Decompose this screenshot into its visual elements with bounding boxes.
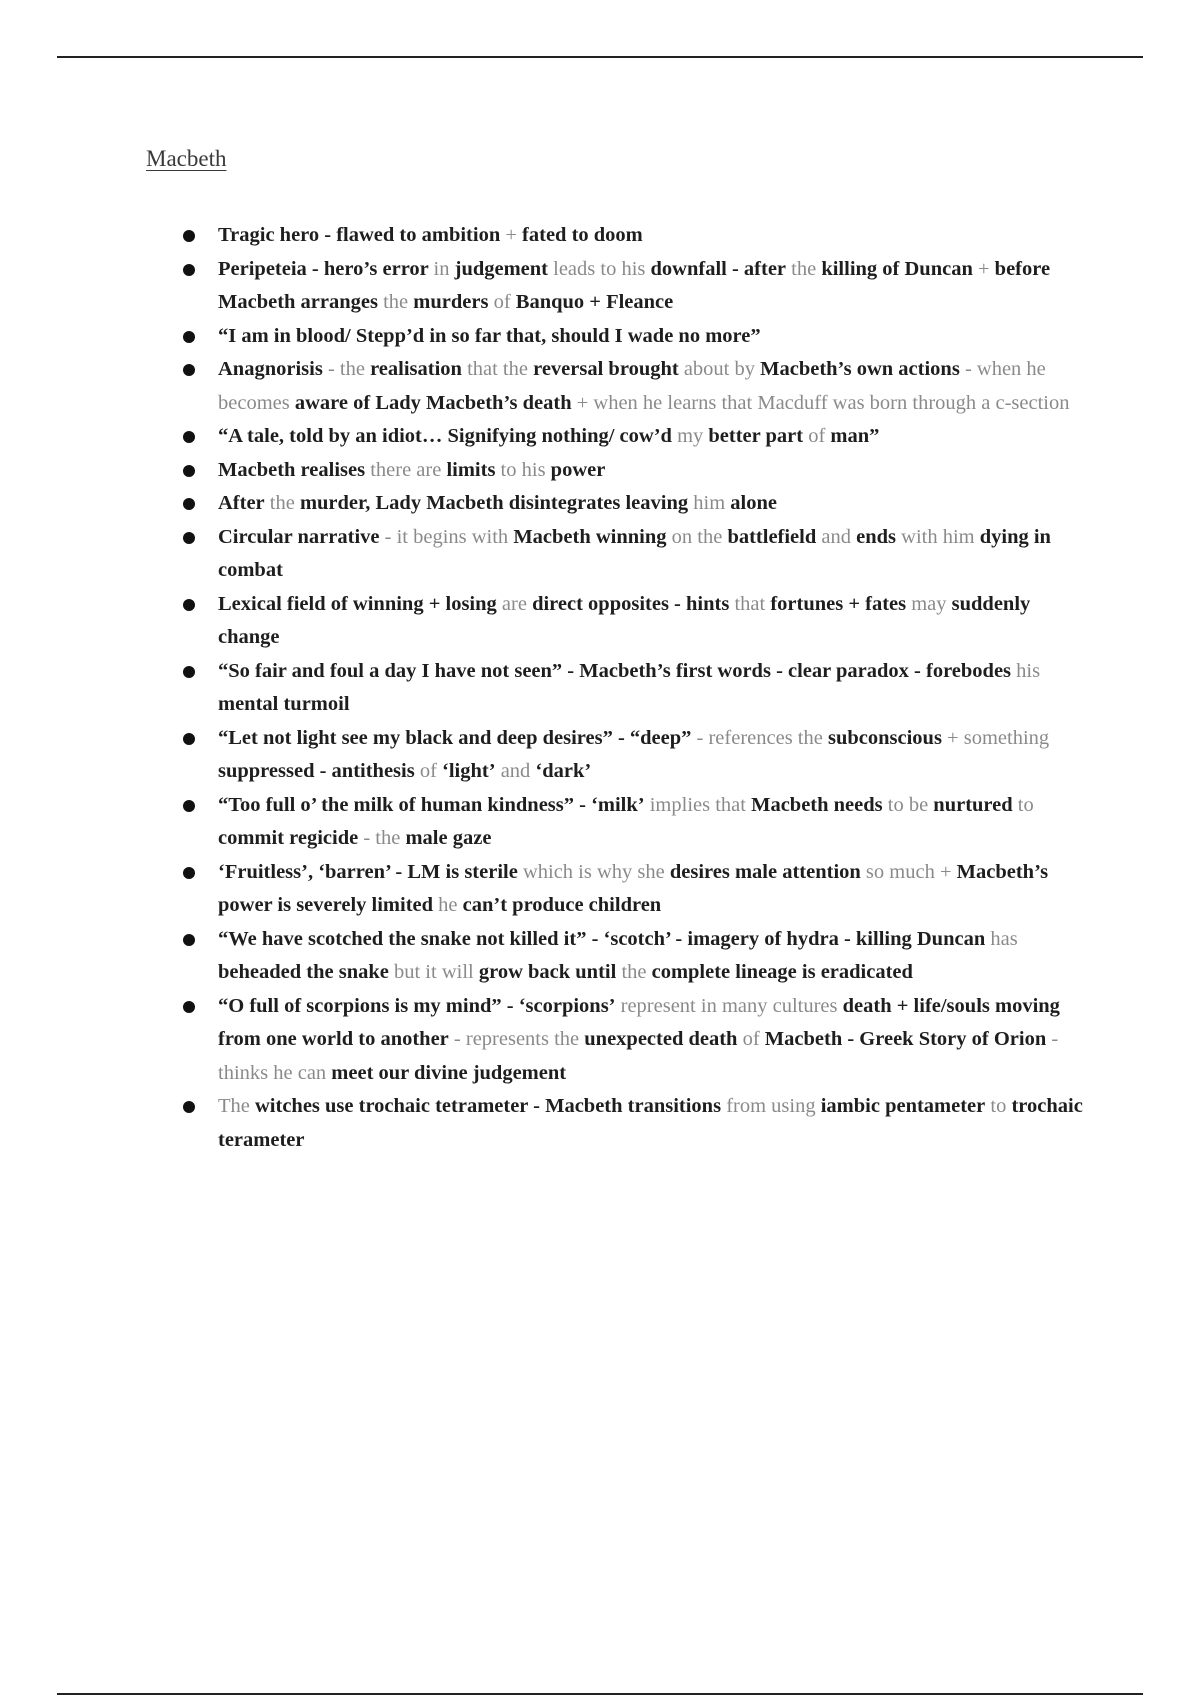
emphasis-text: ‘Fruitless’, ‘barren’ - LM is sterile	[218, 860, 518, 883]
emphasis-text: Macbeth’s own actions	[760, 358, 960, 380]
body-text: his	[1016, 659, 1041, 682]
emphasis-text: can’t produce children	[462, 894, 662, 916]
list-item	[146, 253, 1096, 320]
body-text: with him	[896, 525, 980, 548]
bottom-divider	[57, 1693, 1143, 1695]
body-text: - references the	[691, 726, 828, 749]
body-text: to	[1012, 793, 1034, 816]
emphasis-text: battlefield	[727, 525, 817, 548]
body-text: - represents the	[448, 1028, 585, 1050]
list-item	[146, 420, 1096, 454]
body-text: and	[495, 760, 536, 782]
bullet-icon	[183, 666, 195, 678]
body-text: + something	[941, 726, 1050, 749]
emphasis-text: “Too full o’ the milk of human kindness” - ‘milk’	[218, 793, 645, 816]
body-text: of	[737, 1028, 765, 1050]
bullet-icon	[183, 733, 195, 745]
body-text: of	[488, 291, 516, 313]
bullet-icon	[183, 264, 195, 276]
emphasis-text: Macbeth winning	[513, 525, 667, 548]
emphasis-text: death + life/souls moving from one world to another	[218, 994, 1060, 1050]
list-item	[146, 353, 1096, 420]
emphasis-text: limits	[446, 458, 496, 481]
body-text: from using	[721, 1095, 821, 1117]
emphasis-text: Peripeteia - hero’s error	[218, 257, 434, 280]
emphasis-text: Macbeth’s power is severely limited	[218, 860, 1049, 916]
emphasis-text: aware of Lady Macbeth’s death	[294, 391, 572, 414]
emphasis-text: murders	[413, 291, 489, 313]
body-text: may	[906, 592, 952, 615]
emphasis-text: Anagnorisis	[218, 358, 323, 380]
body-text: represent in many cultures	[615, 994, 843, 1017]
emphasis-text: nurtured	[933, 793, 1013, 816]
emphasis-text: “Let not light see my black and deep desires” - “deep”	[218, 726, 692, 749]
emphasis-text: Macbeth needs	[751, 793, 883, 816]
list-item	[146, 923, 1096, 990]
bullet-icon	[183, 934, 195, 946]
body-text: about by	[678, 358, 761, 380]
top-divider	[57, 56, 1143, 58]
body-text: the	[786, 257, 822, 280]
emphasis-text: judgement	[454, 257, 549, 280]
body-text: - when he becomes	[218, 358, 1046, 414]
bullet-icon	[183, 800, 195, 812]
emphasis-text: downfall - after	[650, 257, 787, 280]
emphasis-text: unexpected death	[584, 1028, 738, 1050]
list-item	[146, 789, 1096, 856]
list-item	[146, 722, 1096, 789]
body-text: - it begins with	[379, 525, 514, 548]
body-text: and	[816, 525, 857, 548]
emphasis-text: ends	[856, 525, 897, 548]
body-text: he	[433, 894, 463, 916]
emphasis-text: ‘dark’	[535, 760, 592, 782]
emphasis-text: Banquo + Fleance	[515, 291, 674, 313]
body-text: - the	[358, 827, 406, 849]
emphasis-text: grow back until	[478, 961, 617, 983]
emphasis-text: “We have scotched the snake not killed it” - ‘scotch’ - imagery of hydra - killing Duncan	[218, 927, 986, 950]
emphasis-text: commit regicide	[218, 827, 359, 849]
body-text: +	[972, 257, 995, 280]
bullet-icon	[183, 331, 195, 343]
bullet-icon	[183, 364, 195, 376]
emphasis-text: Lexical field of winning + losing	[218, 592, 497, 615]
list-item	[146, 990, 1096, 1091]
body-text: there are	[365, 458, 447, 481]
list-item	[146, 655, 1096, 722]
body-text: in	[433, 257, 455, 280]
emphasis-text: suppressed - antithesis	[218, 760, 415, 782]
bullet-icon	[183, 431, 195, 443]
body-text: to	[985, 1095, 1012, 1117]
body-text: are	[496, 592, 533, 615]
emphasis-text: After	[218, 492, 265, 514]
body-text: to his	[495, 458, 551, 481]
emphasis-text: complete lineage is eradicated	[651, 961, 913, 983]
list-item	[146, 856, 1096, 923]
list-item	[146, 219, 1096, 253]
body-text: - the	[322, 358, 371, 380]
emphasis-text: “I am in blood/ Stepp’d in so far that, should I wade no more”	[218, 324, 761, 347]
body-text: has	[985, 927, 1018, 950]
body-text: The	[218, 1095, 255, 1117]
list-item	[146, 320, 1096, 354]
emphasis-text: witches use trochaic tetrameter - Macbeth transitions	[255, 1095, 722, 1117]
list-item	[146, 588, 1096, 655]
body-text: the	[264, 492, 300, 514]
emphasis-text: fated to doom	[516, 224, 643, 246]
emphasis-text: realisation	[370, 358, 462, 380]
emphasis-text: suddenly change	[218, 592, 1031, 648]
emphasis-text: Macbeth realises	[218, 458, 366, 481]
body-text: so much +	[860, 860, 957, 883]
emphasis-text: beheaded the snake	[218, 961, 389, 983]
bullet-icon	[183, 498, 195, 510]
emphasis-text: “O full of scorpions is my mind” - ‘scorpions’	[218, 994, 616, 1017]
notes-list	[146, 219, 1096, 1157]
emphasis-text: better part	[708, 425, 804, 447]
emphasis-text: subconscious	[827, 726, 942, 749]
emphasis-text: dying in combat	[218, 525, 1051, 581]
list-item	[146, 1090, 1096, 1157]
emphasis-text: reversal brought	[533, 358, 679, 380]
emphasis-text: iambic pentameter	[820, 1095, 986, 1117]
body-text: the	[377, 291, 414, 313]
emphasis-text: killing of Duncan	[821, 257, 973, 280]
bullet-icon	[183, 532, 195, 544]
body-text: - thinks he can	[218, 1028, 1059, 1084]
body-text: that	[729, 592, 771, 615]
bullet-icon	[183, 1001, 195, 1013]
body-text: my	[677, 425, 709, 447]
body-text: +	[505, 224, 517, 246]
bullet-icon	[183, 465, 195, 477]
emphasis-text: male gaze	[405, 827, 492, 849]
body-text: that the	[461, 358, 534, 380]
body-text: + when he learns that Macduff was born through a c-section	[571, 391, 1070, 414]
body-text: but it will	[388, 961, 479, 983]
emphasis-text: “So fair and foul a day I have not seen” - Macbeth’s first words - clear paradox - forebodes	[218, 659, 1017, 682]
body-text: on the	[666, 525, 728, 548]
body-text: which is why she	[517, 860, 670, 883]
emphasis-text: mental turmoil	[218, 693, 350, 715]
body-text: the	[616, 961, 652, 983]
emphasis-text: murder, Lady Macbeth disintegrates leaving	[299, 492, 689, 514]
emphasis-text: man”	[830, 425, 880, 447]
bullet-icon	[183, 867, 195, 879]
bullet-icon	[183, 1101, 195, 1113]
emphasis-text: Tragic hero - flawed to ambition	[218, 224, 506, 246]
emphasis-text: alone	[730, 492, 777, 514]
emphasis-text: before Macbeth arranges	[218, 257, 1051, 313]
bullet-icon	[183, 230, 195, 242]
emphasis-text: Macbeth - Greek Story of Orion	[764, 1028, 1047, 1050]
list-item	[146, 521, 1096, 588]
body-text: leads to his	[548, 257, 651, 280]
emphasis-text: Circular narrative	[218, 525, 380, 548]
emphasis-text: desires male attention	[669, 860, 861, 883]
emphasis-text: “A tale, told by an idiot… Signifying nothing/ cow’d	[218, 425, 678, 447]
body-text: implies that	[644, 793, 752, 816]
body-text: of	[414, 760, 443, 782]
list-item	[146, 487, 1096, 521]
emphasis-text: fortunes + fates	[770, 592, 907, 615]
list-item	[146, 454, 1096, 488]
body-text: of	[803, 425, 831, 447]
bullet-icon	[183, 599, 195, 611]
emphasis-text: ‘light’	[442, 760, 496, 782]
emphasis-text: trochaic terameter	[218, 1095, 1083, 1151]
page-title: Macbeth	[146, 146, 227, 171]
emphasis-text: direct opposites - hints	[532, 592, 730, 615]
body-text: him	[688, 492, 731, 514]
emphasis-text: meet our divine judgement	[331, 1061, 567, 1084]
emphasis-text: power	[550, 458, 606, 481]
body-text: to be	[882, 793, 934, 816]
